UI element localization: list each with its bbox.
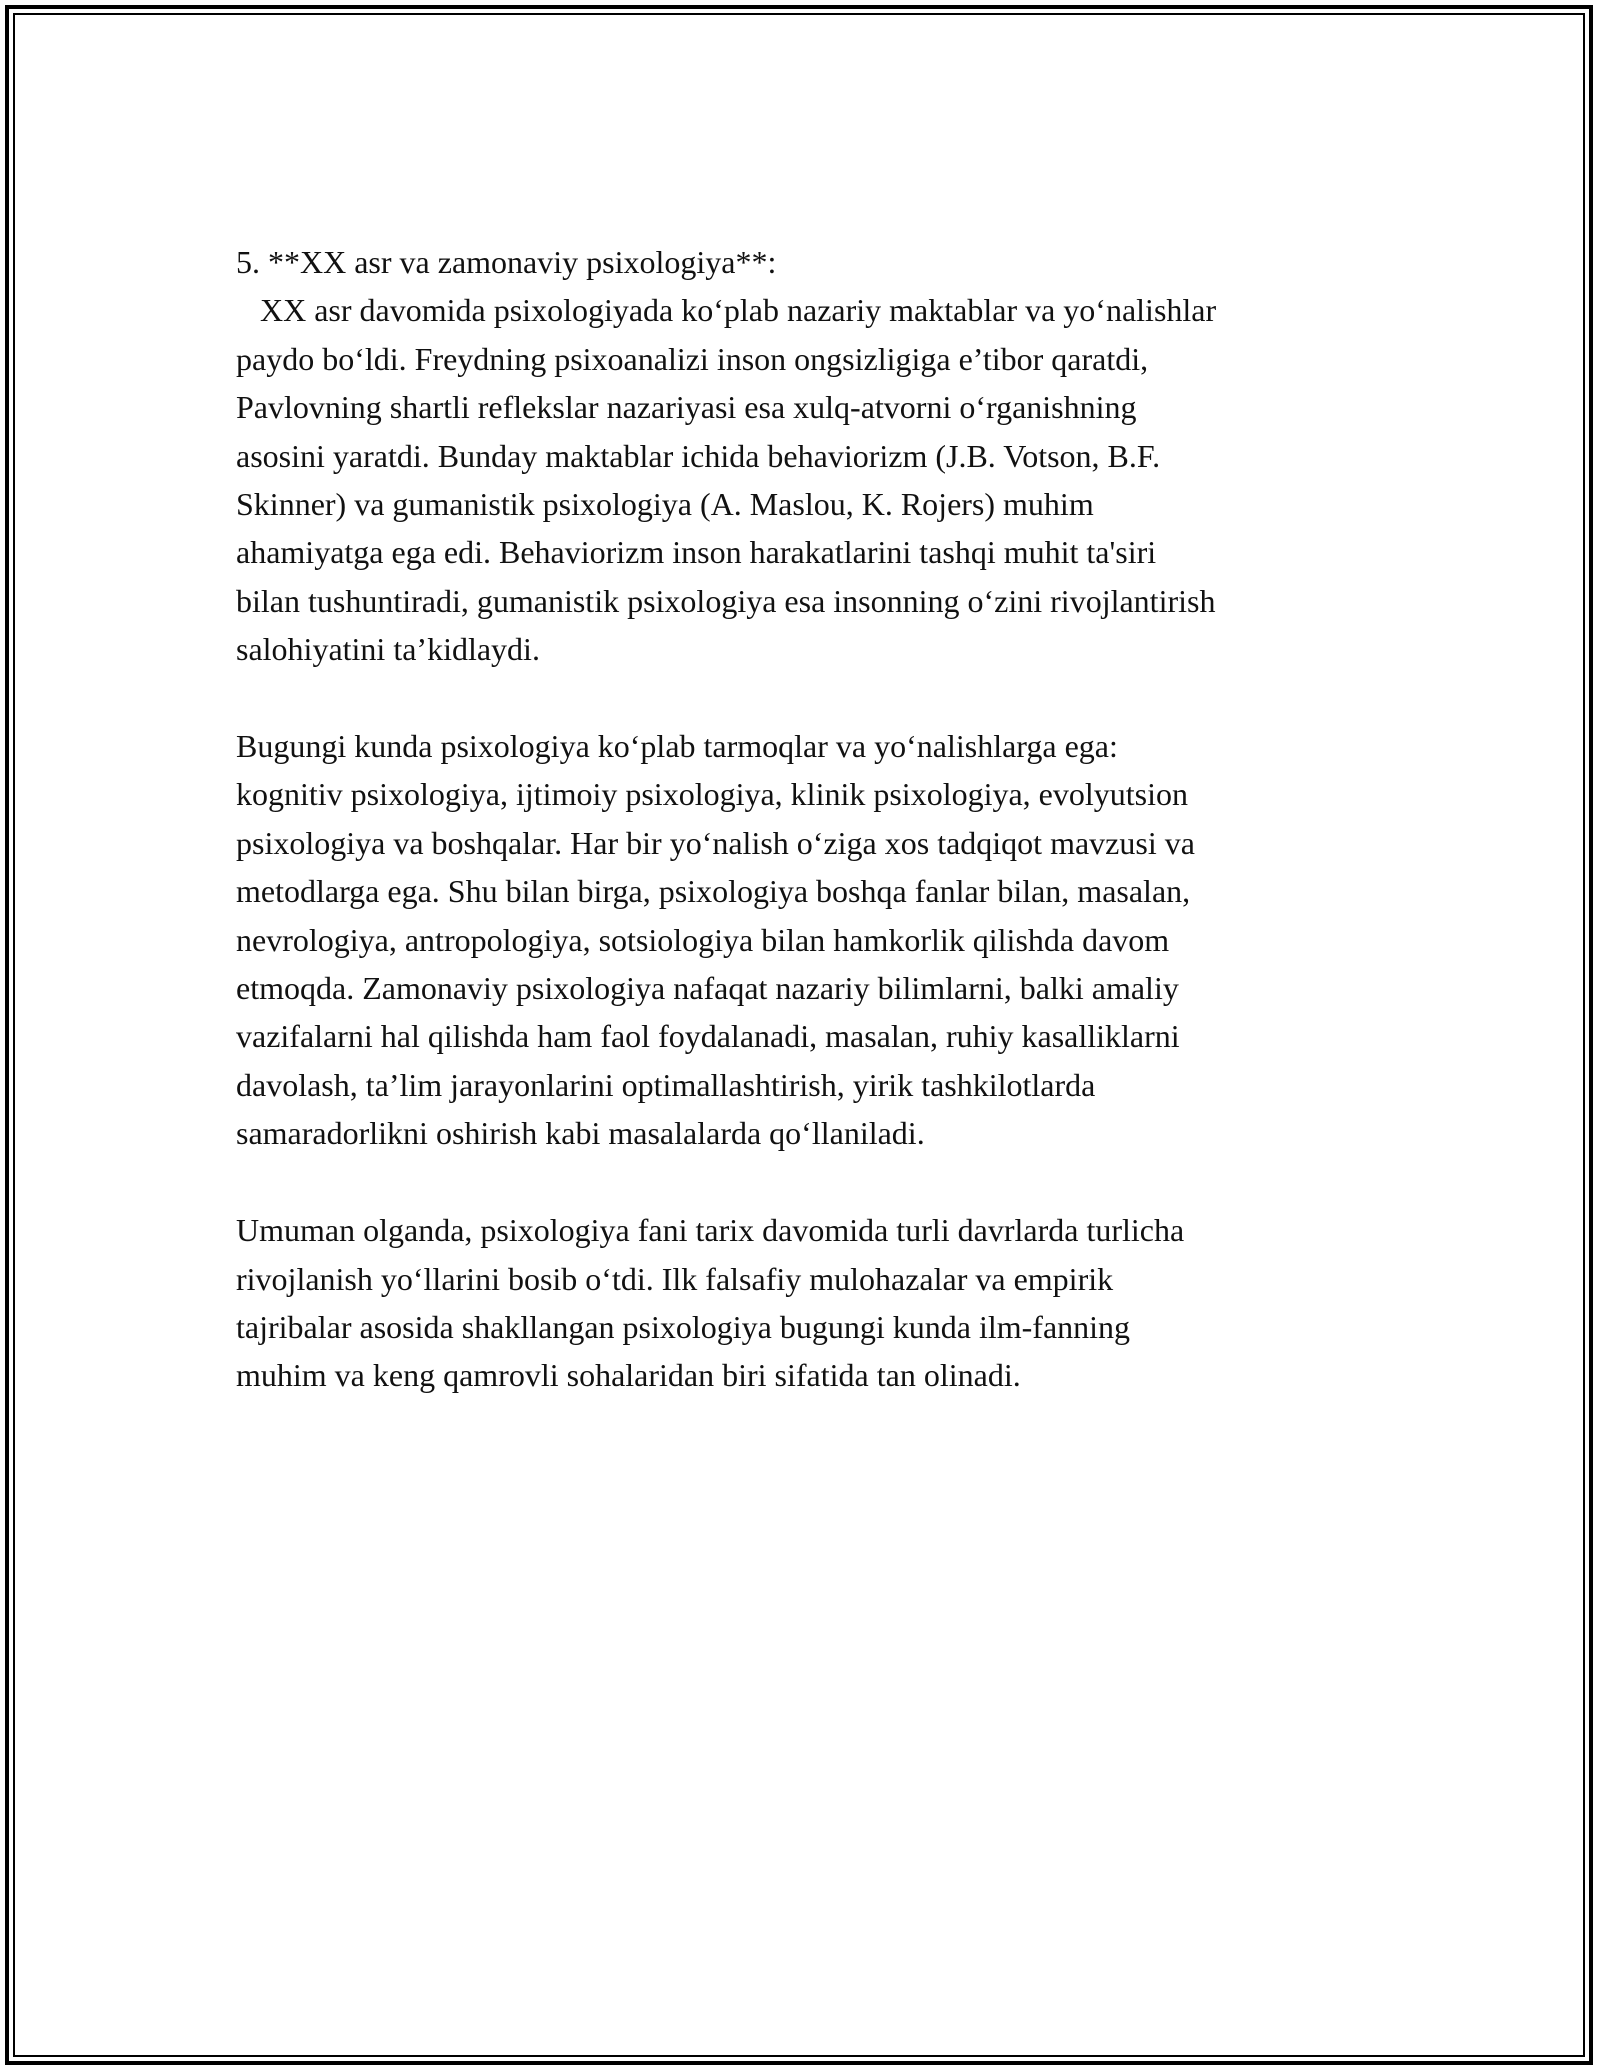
- document-body: [236, 238, 1376, 1400]
- text-line: vazifalarni hal qilishda ham faol foydalanadi, masalan, ruhiy kasalliklarni: [236, 1018, 1180, 1055]
- text-line: ahamiyatga ega edi. Behaviorizm inson harakatlarini tashqi muhit ta'siri: [236, 534, 1157, 571]
- text-line: metodlarga ega. Shu bilan birga, psixologiya boshqa fanlar bilan, masalan,: [236, 873, 1191, 910]
- text-line: XX asr davomida psixologiyada ko‘plab nazariy maktablar va yo‘nalishlar: [236, 292, 1217, 329]
- text-line: bilan tushuntiradi, gumanistik psixologiya esa insonning o‘zini rivojlantirish: [236, 582, 1216, 619]
- paragraph-gap: [236, 674, 1376, 722]
- text-line: etmoqda. Zamonaviy psixologiya nafaqat nazariy bilimlarni, balki amaliy: [236, 970, 1179, 1007]
- paragraph-2: [236, 722, 1376, 1158]
- paragraph-1: [236, 286, 1376, 673]
- text-line: rivojlanish yo‘llarini bosib o‘tdi. Ilk falsafiy mulohazalar va empirik: [236, 1260, 1114, 1297]
- section-heading: 5. **XX asr va zamonaviy psixologiya**:: [236, 244, 777, 280]
- text-line: Pavlovning shartli reflekslar nazariyasi esa xulq-atvorni o‘rganishning: [236, 389, 1137, 426]
- text-line: asosini yaratdi. Bunday maktablar ichida behaviorizm (J.B. Votson, B.F.: [236, 437, 1161, 474]
- paragraph-3: [236, 1206, 1376, 1400]
- text-line: muhim va keng qamrovli sohalaridan biri sifatida tan olinadi.: [236, 1357, 1021, 1394]
- text-line: psixologiya va boshqalar. Har bir yo‘nalish o‘ziga xos tadqiqot mavzusi va: [236, 824, 1195, 861]
- paragraph-gap: [236, 1158, 1376, 1206]
- text-line: nevrologiya, antropologiya, sotsiologiya bilan hamkorlik qilishda davom: [236, 921, 1170, 958]
- text-line: tajribalar asosida shakllangan psixologiya bugungi kunda ilm-fanning: [236, 1308, 1131, 1345]
- text-line: kognitiv psixologiya, ijtimoiy psixologiya, klinik psixologiya, evolyutsion: [236, 776, 1188, 813]
- text-line: Skinner) va gumanistik psixologiya (A. Maslou, K. Rojers) muhim: [236, 486, 1094, 523]
- text-line: Bugungi kunda psixologiya ko‘plab tarmoqlar va yo‘nalishlarga ega:: [236, 728, 1118, 765]
- text-line: davolash, ta’lim jarayonlarini optimallashtirish, yirik tashkilotlarda: [236, 1066, 1096, 1103]
- text-line: salohiyatini ta’kidlaydi.: [236, 631, 540, 668]
- text-line: Umuman olganda, psixologiya fani tarix davomida turli davrlarda turlicha: [236, 1212, 1185, 1249]
- text-line: paydo bo‘ldi. Freydning psixoanalizi inson ongsizligiga e’tibor qaratdi,: [236, 340, 1149, 377]
- text-line: samaradorlikni oshirish kabi masalalarda qo‘llaniladi.: [236, 1115, 925, 1152]
